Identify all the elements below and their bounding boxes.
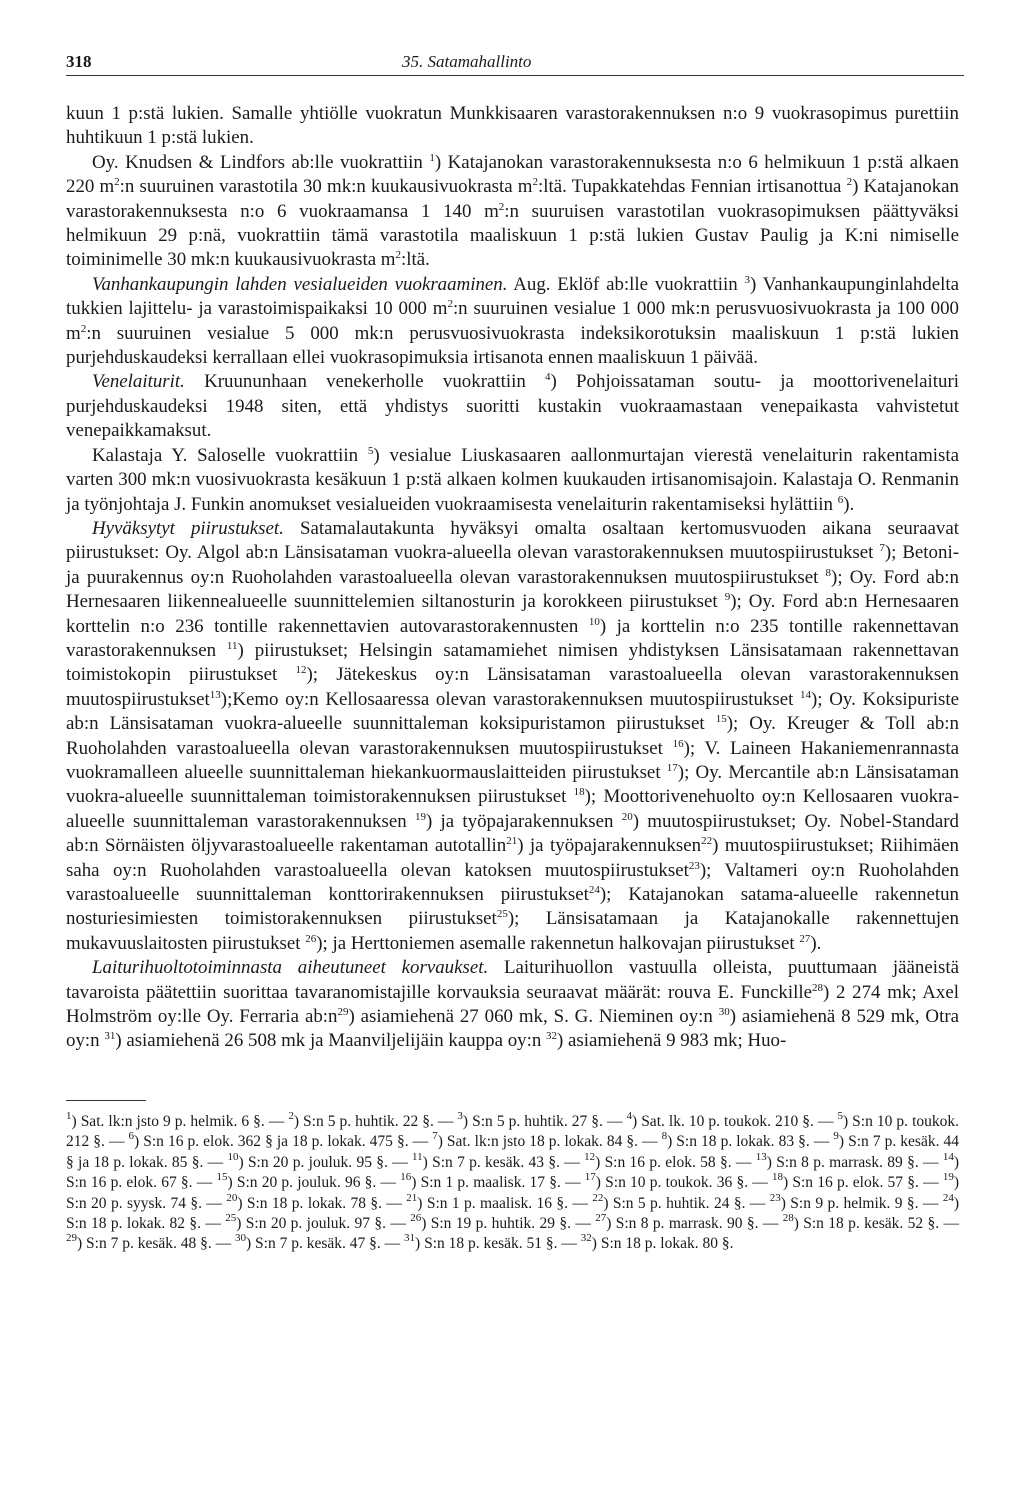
footnote-ref: 9: [833, 1130, 839, 1143]
footnote-ref: 20: [621, 810, 633, 823]
footnote-ref: 29: [66, 1232, 77, 1245]
footnote-ref: 21: [406, 1191, 418, 1204]
footnote-ref: 19: [942, 1171, 954, 1184]
text-run: ) Vanhankaupunginlahdelta tukkien lajittelu- ja varastoimispaikaksi 10 000 m: [66, 273, 959, 320]
text-run: Kalastaja Y. Saloselle vuokrattiin: [92, 444, 368, 466]
text-run: ) S:n 16 p. elok. 58 §. —: [595, 1153, 756, 1171]
footnote-text: [66, 1112, 959, 1255]
footnote-ref: 30: [235, 1232, 247, 1245]
text-run: ); Länsisatamaan ja Katajanokalle rakennettujen mukavuuslaitosten piirustukset: [66, 908, 959, 954]
text-run: ) S:n 19 p. huhtik. 29 §. —: [421, 1215, 596, 1233]
text-run: ) muutospiirustukset; Oy. Nobel-Standard ab:n Sörnäisten öljyvarastoalueelle rakentaman autotallin: [66, 810, 959, 857]
text-run: Laiturihuollon vastuulla olleista, puuttumaan jääneistä tavaroista päätettiin suorittaa tavaranomistajille korvauksia seuraavat määrät: rouva E. Funckille: [66, 957, 959, 1003]
text-run: :n suuruinen vesialue 1 000 mk:n perusvuosivuokrasta ja 100 000 m: [66, 298, 959, 344]
text-run: ) asiamiehenä 9 983 mk; Huo-: [557, 1030, 787, 1052]
section-heading: Hyväksytyt piirustukset.: [92, 517, 284, 539]
paragraph: [66, 956, 959, 1054]
text-run: ) asiamiehenä 8 529 mk, Otra oy:n: [66, 1006, 959, 1052]
text-run: ) S:n 18 p. kesäk. 51 §. —: [415, 1235, 581, 1253]
text-run: ) Katajanokan varastorakennuksesta n:o 6 helmikuun 1 p:stä alkaen 220 m: [66, 151, 960, 198]
paragraph: [66, 102, 959, 151]
footnote-ref: 20: [226, 1191, 238, 1204]
footnote-ref: 12: [295, 664, 307, 677]
footnote-ref: 28: [782, 1212, 794, 1225]
footnote-ref: 18: [771, 1171, 783, 1184]
footnote-ref: 5: [367, 444, 374, 457]
text-run: ) S:n 18 p. lokak. 78 §. —: [237, 1194, 407, 1212]
text-run: ) asiamiehenä 26 508 mk ja Maanviljelijäin kauppa oy:n: [115, 1030, 547, 1052]
text-run: ) S:n 1 p. maalisk. 16 §. —: [417, 1194, 593, 1212]
footnote-ref: 23: [688, 859, 700, 872]
text-run: ) S:n 1 p. maalisk. 17 §. —: [411, 1174, 585, 1192]
text-run: kuun 1 p:stä lukien. Samalle yhtiölle vuokratun Munkkisaaren varastorakennuksen n:o 9 vuokrasopimus purettiin huhtikuun 1 p:stä lukien.: [66, 103, 959, 149]
text-run: ) S:n 20 p. jouluk. 97 §. —: [236, 1215, 411, 1233]
footnote-ref: 14: [942, 1150, 954, 1163]
text-run: Oy. Knudsen & Lindfors ab:lle vuokrattiin: [92, 151, 430, 173]
footnote-ref: 1: [66, 1110, 72, 1122]
footnote-ref: 18: [573, 786, 585, 799]
text-run: ) Pohjoissataman soutu- ja moottorivenelaituri purjehduskaudeksi 1948 siten, että yhdistys suoritti kustakin vuokraamastaan venepaikasta vahvistetut venepaikkamaksut.: [66, 371, 959, 442]
section-heading: Vanhankaupungin lahden vesialueiden vuokraaminen.: [92, 273, 508, 295]
footnote-ref: 11: [226, 639, 238, 652]
footnote-ref: 15: [216, 1171, 228, 1184]
text-run: ) S:n 20 p. syysk. 74 §. —: [66, 1174, 959, 1212]
footnote-ref: 2: [498, 200, 505, 213]
footnote-ref: 22: [592, 1191, 604, 1204]
footnote-ref: 32: [580, 1232, 592, 1245]
text-run: ) piirustukset; Helsingin satamamiehet nimisen yhdistyksen Länsisatamaan rakennettavan toimistokopin piirustukset: [66, 639, 959, 686]
text-run: ) S:n 18 p. lokak. 82 §. —: [66, 1194, 959, 1233]
text-run: ); Katajanokan satama-alueelle rakennetun nosturiesimiesten toimistorakennuksen piirustukset: [66, 884, 959, 930]
text-run: ) S:n 10 p. toukok. 36 §. —: [595, 1174, 772, 1192]
text-run: ) S:n 16 p. elok. 362 § ja 18 p. lokak. 475 §. —: [134, 1133, 433, 1151]
text-run: ) S:n 7 p. kesäk. 44 § ja 18 p. lokak. 85 §. —: [66, 1133, 959, 1171]
footnote-ref: 13: [209, 688, 221, 701]
footnote-ref: 7: [432, 1130, 438, 1143]
header-rule: [66, 75, 964, 76]
text-run: ) S:n 18 p. lokak. 80 §.: [591, 1235, 734, 1253]
footnote-rule: [66, 1100, 146, 1101]
footnote-ref: 11: [412, 1150, 423, 1163]
footnote-ref: 2: [114, 176, 120, 189]
footnote-ref: 24: [588, 884, 600, 896]
paragraph: [66, 273, 959, 371]
running-head: 35. Satamahallinto: [402, 52, 532, 71]
text-run: ) S:n 18 p. lokak. 83 §. —: [667, 1133, 834, 1151]
footnote-ref: 21: [506, 835, 518, 848]
text-run: ).: [843, 493, 855, 515]
text-run: ); Oy. Ford ab:n Hernesaaren liikennealueelle suunnittelemien siltanosturin ja korokkeen piirustukset: [66, 566, 959, 613]
text-run: ).: [810, 932, 822, 954]
text-run: ) S:n 5 p. huhtik. 24 §. —: [603, 1194, 770, 1212]
text-run: ) S:n 5 p. huhtik. 22 §. —: [293, 1113, 458, 1130]
footnote-ref: 17: [584, 1171, 596, 1184]
footnote-ref: 2: [532, 176, 538, 189]
footnote-ref: 7: [879, 542, 885, 555]
text-run: ); Oy. Koksipuriste ab:n Länsisataman vuokra-alueelle suunnittaleman koksipuristamon piirustukset: [66, 688, 959, 735]
footnote-ref: 30: [718, 1006, 730, 1019]
section-heading: Laiturihuoltotoiminnasta aiheutuneet korvaukset.: [92, 957, 489, 979]
text-run: ) S:n 10 p. toukok. 212 §. —: [66, 1113, 960, 1151]
footnote-ref: 17: [666, 761, 678, 774]
text-run: ); Oy. Kreuger & Toll ab:n Ruoholahden varastoalueella olevan varastorakennuksen muutospiirustukset: [66, 713, 959, 759]
text-run: ) Sat. lk:n jsto 18 p. lokak. 84 §. —: [437, 1133, 662, 1151]
footnote-ref: 13: [755, 1150, 767, 1163]
footnote-ref: 14: [800, 688, 812, 701]
footnote-ref: 16: [672, 737, 684, 750]
footnote-ref: 4: [626, 1110, 632, 1122]
footnote-ref: 23: [769, 1191, 781, 1204]
text-run: ) Sat. lk. 10 p. toukok. 210 §. —: [632, 1113, 838, 1130]
text-run: ) ja korttelin n:o 235 tontille rakennettavan varastorakennuksen: [66, 615, 959, 661]
footnote-ref: 29: [337, 1006, 349, 1019]
page-number: 318: [66, 52, 92, 71]
text-run: ) S:n 16 p. elok. 57 §. —: [782, 1174, 943, 1192]
text-run: :ltä. Tupakkatehdas Fennian irtisanottua: [537, 176, 847, 198]
footnote-ref: 31: [104, 1030, 116, 1043]
text-run: ); Oy. Mercantile ab:n Länsisataman vuokra-alueelle suunnittaleman toimistorakennuksen piirustukset: [66, 761, 959, 808]
footnote-ref: 5: [837, 1110, 843, 1122]
text-run: ) S:n 18 p. kesäk. 52 §. —: [793, 1215, 960, 1233]
footnote-ref: 27: [595, 1212, 607, 1225]
footnote-ref: 19: [414, 810, 426, 823]
footnote-ref: 2: [447, 298, 453, 311]
paragraph: [66, 517, 959, 956]
footnote-ref: 26: [305, 932, 317, 945]
footnote-ref: 8: [825, 566, 832, 579]
text-run: ) Sat. lk:n jsto 9 p. helmik. 6 §. —: [71, 1113, 289, 1130]
paragraph: [66, 444, 959, 517]
footnote-ref: 24: [942, 1191, 954, 1204]
footnote-ref: 15: [715, 713, 727, 726]
text-run: );Kemo oy:n Kellosaaressa olevan varastorakennuksen muutospiirustukset: [220, 688, 801, 710]
footnote-ref: 31: [404, 1232, 416, 1245]
text-run: ); Betoni- ja puurakennus oy:n Ruoholahden varastoalueella olevan varastorakennuksen muutospiirustukset: [66, 542, 959, 588]
text-run: ) S:n 7 p. kesäk. 47 §. —: [246, 1235, 405, 1253]
footnote-ref: 22: [701, 835, 713, 848]
text-run: ) S:n 7 p. kesäk. 43 §. —: [422, 1153, 585, 1171]
footnote-ref: 3: [457, 1110, 463, 1122]
text-run: ); Moottorivenehuolto oy:n Kellosaaren vuokra-alueelle suunnittaleman varastorakennuksen: [66, 786, 959, 832]
footnote-ref: 6: [837, 493, 844, 506]
section-heading: Venelaiturit.: [92, 371, 185, 393]
footnote-ref: 12: [584, 1150, 596, 1163]
text-run: ) S:n 16 p. elok. 67 §. —: [66, 1153, 959, 1192]
footnote-ref: 25: [496, 908, 508, 921]
text-run: ); ja Herttoniemen asemalle rakennetun halkovajan piirustukset: [316, 932, 800, 954]
text-run: ) S:n 8 p. marrask. 89 §. —: [766, 1153, 943, 1171]
text-run: ) ja työpajarakennuksen: [425, 810, 622, 832]
footnote-ref: 2: [395, 249, 401, 262]
text-run: ) S:n 8 p. marrask. 90 §. —: [606, 1215, 783, 1233]
footnote-ref: 10: [227, 1150, 239, 1163]
text-run: :n suuruisen varastotilan vuokrasopimuksen päättyväksi helmikuun 29 p:nä, vuokrattiin tämä varastotila maaliskuun 1 p:stä lukien Gustav Paulig ja K:ni nimiselle toiminimelle 30 mk:n kuukausivuokrasta m: [66, 200, 959, 271]
text-run: Kruununhaan venekerholle vuokrattiin: [184, 371, 546, 393]
text-run: ) 2 274 mk; Axel Holmström oy:lle Oy. Ferraria ab:n: [66, 981, 959, 1028]
text-run: ) S:n 20 p. jouluk. 96 §. —: [227, 1174, 401, 1192]
paragraph: [66, 151, 959, 273]
text-run: :ltä.: [401, 249, 430, 271]
footnote-ref: 10: [588, 615, 600, 628]
text-run: ) Katajanokan varastorakennuksesta n:o 6 vuokraamansa 1 140 m: [66, 176, 959, 222]
footnote-ref: 8: [661, 1130, 668, 1143]
text-run: ) muutospiirustukset; Riihimäen saha oy:n Ruoholahden varastoalueella olevan katoksen muutospiirustukset: [66, 835, 959, 881]
footnote-ref: 2: [80, 322, 87, 335]
text-run: ) vesialue Liuskasaaren aallonmurtajan vierestä venelaiturin rakentamista varten 300 mk:n vuosivuokrasta kesäkuun 1 p:stä alkaen kolmen kuukauden irtisanomisajoin. Kalastaja O. Renmanin ja työnjohtaja J. Funkin anomukset vesialueiden vuokraamisesta venelaiturin rakentamiseksi hylättiin: [66, 444, 959, 515]
text-run: Aug. Eklöf ab:lle vuokrattiin: [507, 273, 745, 295]
footnote-ref: 26: [410, 1212, 422, 1225]
text-run: ) S:n 9 p. helmik. 9 §. —: [780, 1194, 943, 1212]
text-run: ); Jätekeskus oy:n Länsisataman varastoalueella olevan varastorakennuksen muutospiirustukset: [66, 664, 960, 710]
text-run: ) S:n 5 p. huhtik. 27 §. —: [462, 1113, 627, 1130]
text-run: ); Valtameri oy:n Ruoholahden varastoalueelle suunnittaleman konttorirakennuksen piirustukset: [66, 859, 959, 905]
footnote-ref: 27: [799, 932, 811, 945]
footnote-ref: 9: [724, 591, 731, 604]
footnote-ref: 6: [128, 1130, 135, 1143]
text-run: :n suuruinen varastotila 30 mk:n kuukausivuokrasta m: [119, 176, 533, 198]
footnote-ref: 2: [846, 176, 853, 189]
footnote-ref: 3: [744, 273, 751, 286]
footnote-ref: 4: [545, 371, 551, 384]
text-run: ) asiamiehenä 27 060 mk, S. G. Nieminen oy:n: [348, 1006, 719, 1028]
text-run: ); Oy. Ford ab:n Hernesaaren korttelin n:o 236 tontille rakennettavien autovarastorakennusten: [66, 591, 959, 637]
text-run: Satamalautakunta hyväksyi omalta osaltaan kertomusvuoden aikana seuraavat piirustukset: Oy. Algol ab:n Länsisataman vuokra-alueella olevan varastorakennuksen muutospiirustukset: [66, 517, 959, 564]
text-run: ) S:n 7 p. kesäk. 48 §. —: [77, 1235, 236, 1253]
text-run: :n suuruinen vesialue 5 000 mk:n perusvuosivuokrasta indeksikorotuksin maaliskuun 1 p:stä lukien purjehduskaudeksi kerrallaan ellei vuokrasopimuksia irtisanota ennen maaliskuun 1 päivää.: [66, 322, 959, 369]
body-text: [66, 102, 959, 1054]
footnote-ref: 16: [400, 1171, 412, 1184]
text-run: ); V. Laineen Hakaniemenrannasta vuokramalleen alueelle suunnittaleman hiekankuormauslaitteiden piirustukset: [66, 737, 959, 783]
footnote-ref: 32: [546, 1030, 558, 1043]
text-run: ) ja työpajarakennuksen: [517, 835, 702, 857]
footnotes: [66, 1112, 959, 1255]
page-header: [66, 52, 964, 74]
footnote-ref: 1: [429, 151, 435, 164]
footnote-ref: 2: [288, 1110, 294, 1122]
footnote-ref: 28: [812, 981, 823, 994]
text-run: ) S:n 20 p. jouluk. 95 §. —: [238, 1153, 413, 1171]
paragraph: [66, 370, 959, 443]
footnote-ref: 25: [225, 1212, 237, 1225]
